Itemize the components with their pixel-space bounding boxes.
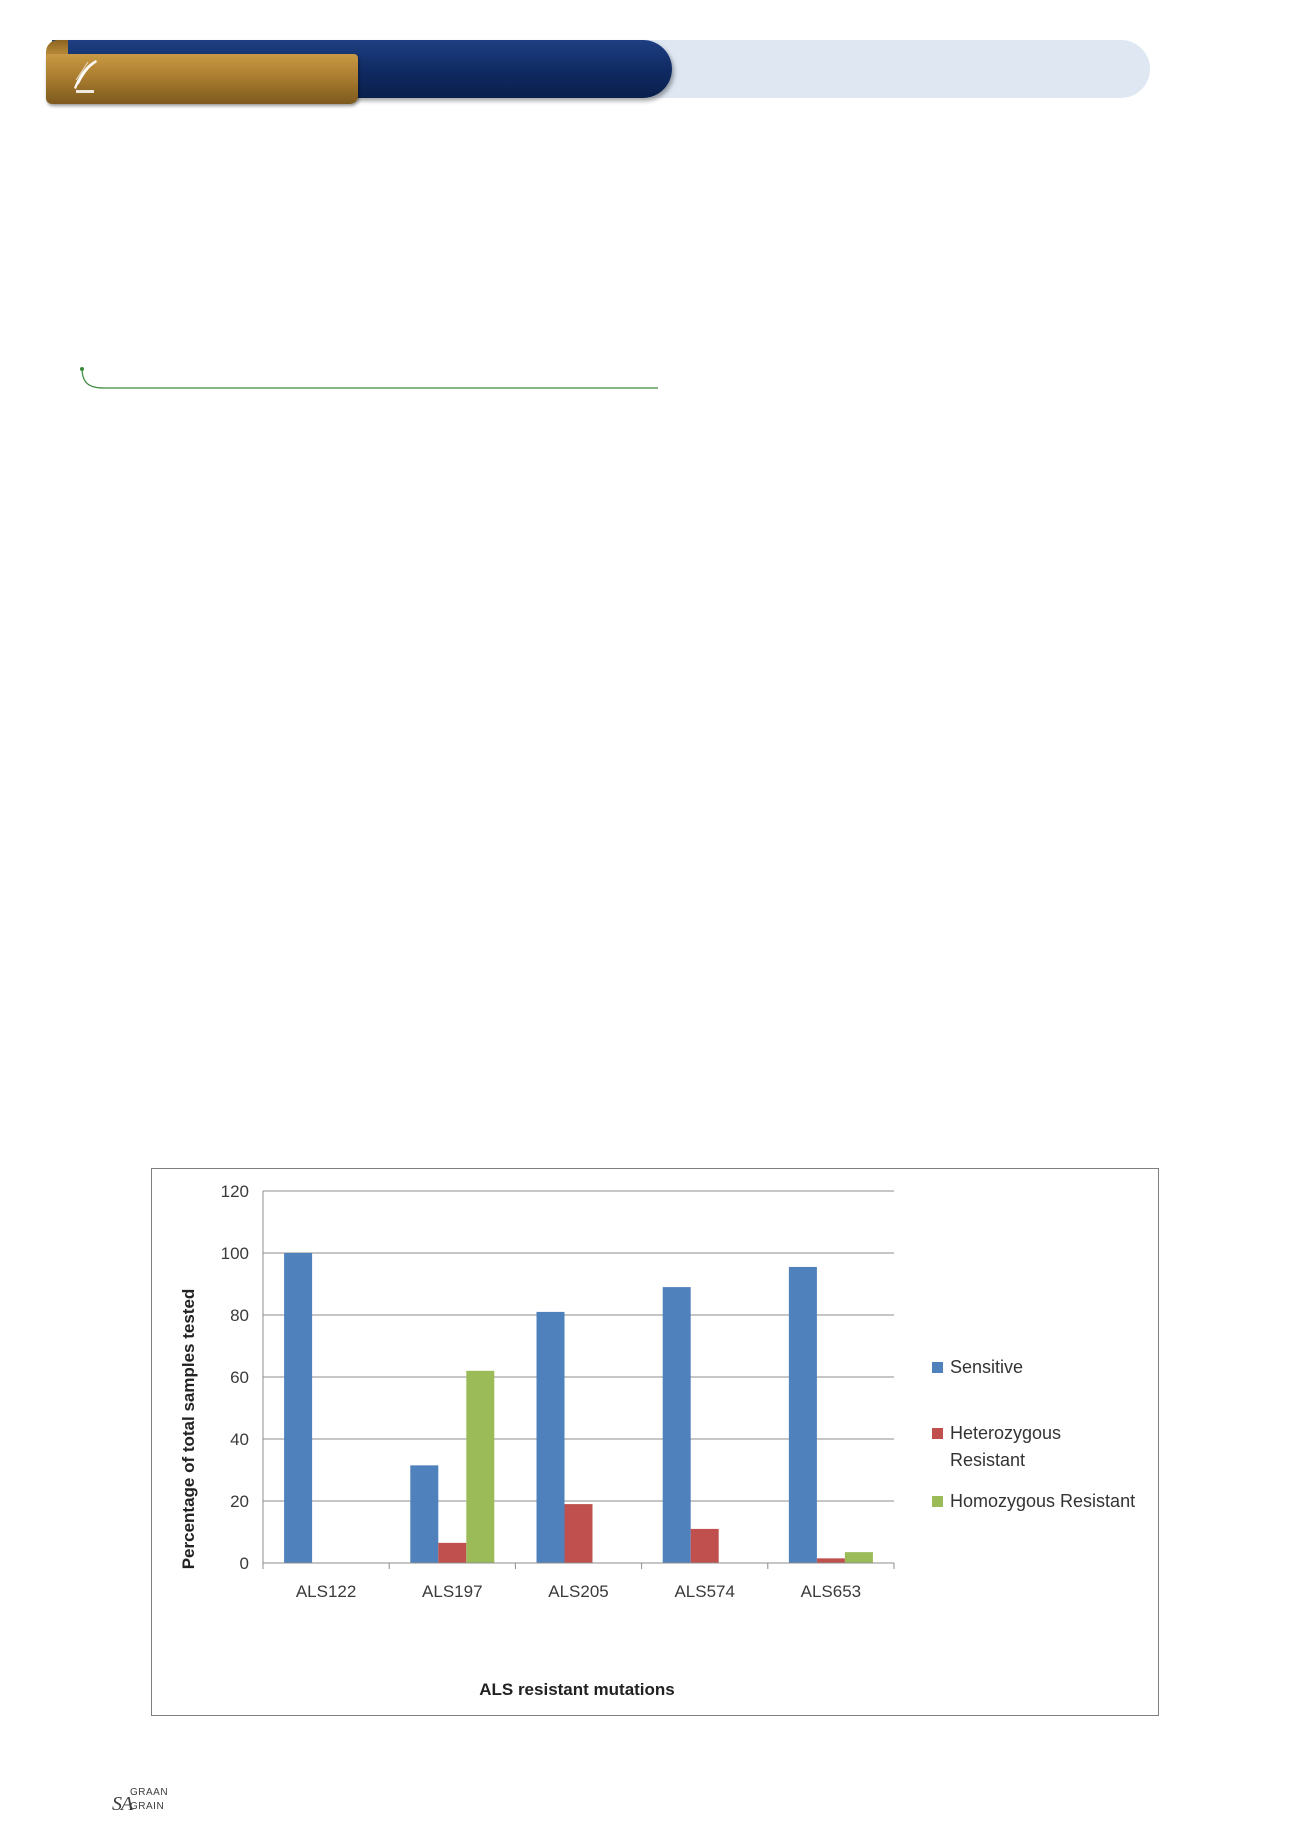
x-axis-title: ALS resistant mutations [479,1680,675,1699]
bar [466,1371,494,1563]
x-tick-label: ALS574 [674,1582,735,1601]
footer-logo [112,1787,192,1821]
header-banner-light [600,40,1150,98]
x-tick-label: ALS653 [800,1582,862,1601]
y-tick-label: 100 [220,1244,249,1263]
footer-logo-graan: GRAAN [130,1787,169,1798]
legend [932,1357,1135,1511]
bar [663,1287,691,1563]
legend-swatch [932,1496,943,1507]
y-tick-label: 0 [239,1554,249,1573]
legend-swatch [932,1428,943,1439]
bars [284,1253,873,1563]
y-tick-label: 120 [220,1182,249,1201]
legend-label: Heterozygous Resistant [950,1423,1062,1470]
x-tick-label: ALS122 [295,1582,357,1601]
bar-chart [152,1169,1158,1715]
y-tick-label: 80 [230,1306,249,1325]
bar [537,1312,565,1563]
bar [438,1543,466,1563]
legend-label: Sensitive [950,1357,1024,1377]
chart-container [151,1168,1159,1716]
bar [817,1558,845,1563]
x-tick-label: ALS205 [548,1582,609,1601]
section-divider [80,366,660,390]
y-tick-label: 40 [230,1430,249,1449]
footer-logo-sa: SA [112,1793,133,1815]
y-axis-title: Percentage of total samples tested [179,1288,198,1570]
legend-swatch [932,1362,943,1373]
bar [410,1465,438,1563]
bar [565,1504,593,1563]
wheat-feather-icon [68,58,102,98]
footer-logo-grain: GRAIN [130,1801,165,1812]
bar [845,1552,873,1563]
y-tick-label: 60 [230,1368,249,1387]
x-tick-label: ALS197 [422,1582,483,1601]
legend-label: Homozygous Resistant [950,1491,1136,1511]
bar [284,1253,312,1563]
bar [691,1529,719,1563]
bar [789,1267,817,1563]
y-tick-label: 20 [230,1492,249,1511]
